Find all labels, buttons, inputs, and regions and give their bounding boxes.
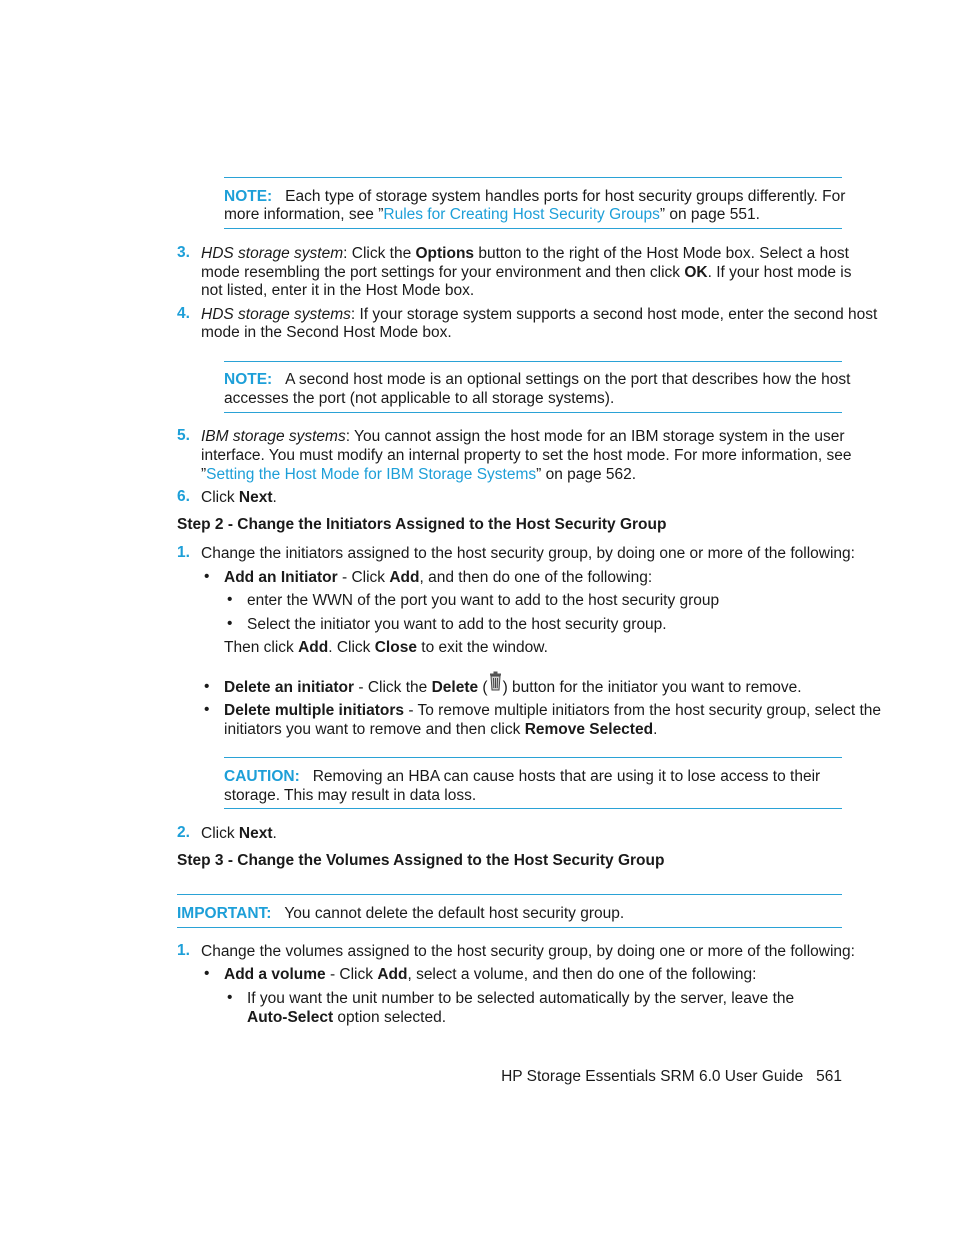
note2-label: NOTE: — [224, 371, 273, 388]
step4-line1: HDS storage systems: If your storage system supports a second host mode, enter the second host — [201, 306, 878, 323]
caution-bottom-rule — [224, 808, 842, 809]
trash-icon — [490, 678, 501, 694]
step4-line2: mode in the Second Host Mode box. — [201, 324, 452, 341]
s3-sub1-marker: • — [227, 989, 233, 1006]
s2-bullet-delete-marker: • — [204, 678, 210, 695]
note2-top-rule — [224, 361, 842, 362]
s2-bullet-delete: Delete an initiator - Click the Delete ( ) button for the initiator you want to remove. — [224, 678, 802, 697]
step3-line1: HDS storage system: Click the Options button to the right of the Host Mode box. Select a host — [201, 245, 849, 262]
note1-top-rule — [224, 177, 842, 178]
page-footer — [501, 1067, 842, 1086]
step6-number: 6. — [177, 488, 190, 505]
step3-line2: mode resembling the port settings for your environment and then click OK. If your host mode is — [201, 264, 852, 281]
note1-label: NOTE: — [224, 188, 273, 205]
step5-line3: ”Setting the Host Mode for IBM Storage Systems” on page 562. — [201, 466, 637, 483]
ibm-host-mode-link[interactable]: Setting the Host Mode for IBM Storage Systems — [206, 466, 537, 483]
note1-line2: more information, see ”Rules for Creating Host Security Groups” on page 551. — [224, 206, 760, 223]
s2-sub1-marker: • — [227, 591, 233, 608]
footer-title: HP Storage Essentials SRM 6.0 User Guide — [501, 1068, 804, 1085]
s2-bullet-multi-line1: Delete multiple initiators - To remove multiple initiators from the host security group, select the — [224, 702, 881, 719]
step3-heading: Step 3 - Change the Volumes Assigned to the Host Security Group — [177, 852, 665, 869]
s2-bullet-add: Add an Initiator - Click Add, and then do one of the following: — [224, 569, 653, 586]
s2-item1-text: Change the initiators assigned to the host security group, by doing one or more of the following: — [201, 545, 855, 562]
caution-top-rule — [224, 757, 842, 758]
caution-line2: storage. This may result in data loss. — [224, 787, 477, 804]
s2-then: Then click Add. Click Close to exit the window. — [224, 639, 548, 656]
s3-item1-number: 1. — [177, 942, 190, 959]
s2-bullet-multi-line2: initiators you want to remove and then click Remove Selected. — [224, 721, 658, 738]
s3-bullet-add-marker: • — [204, 965, 210, 982]
caution-line1: CAUTION: Removing an HBA can cause hosts that are using it to lose access to their — [224, 768, 821, 785]
rules-link[interactable]: Rules for Creating Host Security Groups — [383, 206, 660, 223]
note2-line2: accesses the port (not applicable to all storage systems). — [224, 390, 615, 407]
s3-item1-text: Change the volumes assigned to the host security group, by doing one or more of the following: — [201, 943, 855, 960]
step4-number: 4. — [177, 305, 190, 322]
step5-line2: interface. You must modify an internal property to set the host mode. For more information, see — [201, 447, 852, 464]
s3-sub1-line2: Auto-Select option selected. — [247, 1009, 447, 1026]
note1-line1: NOTE: Each type of storage system handles ports for host security groups differently. For — [224, 188, 846, 205]
step5-number: 5. — [177, 427, 190, 444]
step2-heading: Step 2 - Change the Initiators Assigned to the Host Security Group — [177, 516, 667, 533]
step5-line1: IBM storage systems: You cannot assign the host mode for an IBM storage system in the user — [201, 428, 845, 445]
s3-sub1-line1: If you want the unit number to be selected automatically by the server, leave the — [247, 990, 795, 1007]
step3-number: 3. — [177, 244, 190, 261]
step6-line: Click Next. — [201, 489, 277, 506]
note2-bottom-rule — [224, 412, 842, 413]
step3-line3: not listed, enter it in the Host Mode box. — [201, 282, 475, 299]
s2-bullet-multi-marker: • — [204, 701, 210, 718]
s2-sub2-marker: • — [227, 615, 233, 632]
important-line: IMPORTANT: You cannot delete the default host security group. — [177, 905, 625, 922]
s2-sub1: enter the WWN of the port you want to add to the host security group — [247, 592, 720, 609]
s2-item2-number: 2. — [177, 824, 190, 841]
important-label: IMPORTANT: — [177, 905, 272, 922]
note1-bottom-rule — [224, 228, 842, 229]
s3-bullet-add: Add a volume - Click Add, select a volume, and then do one of the following: — [224, 966, 757, 983]
note2-line1: NOTE: A second host mode is an optional settings on the port that describes how the host — [224, 371, 851, 388]
s2-item1-number: 1. — [177, 544, 190, 561]
s2-sub2: Select the initiator you want to add to the host security group. — [247, 616, 667, 633]
page-number: 561 — [816, 1068, 842, 1085]
important-bottom-rule — [177, 927, 842, 928]
s2-item2-line: Click Next. — [201, 825, 277, 842]
important-top-rule — [177, 894, 842, 895]
s2-bullet-add-marker: • — [204, 568, 210, 585]
caution-label: CAUTION: — [224, 768, 300, 785]
